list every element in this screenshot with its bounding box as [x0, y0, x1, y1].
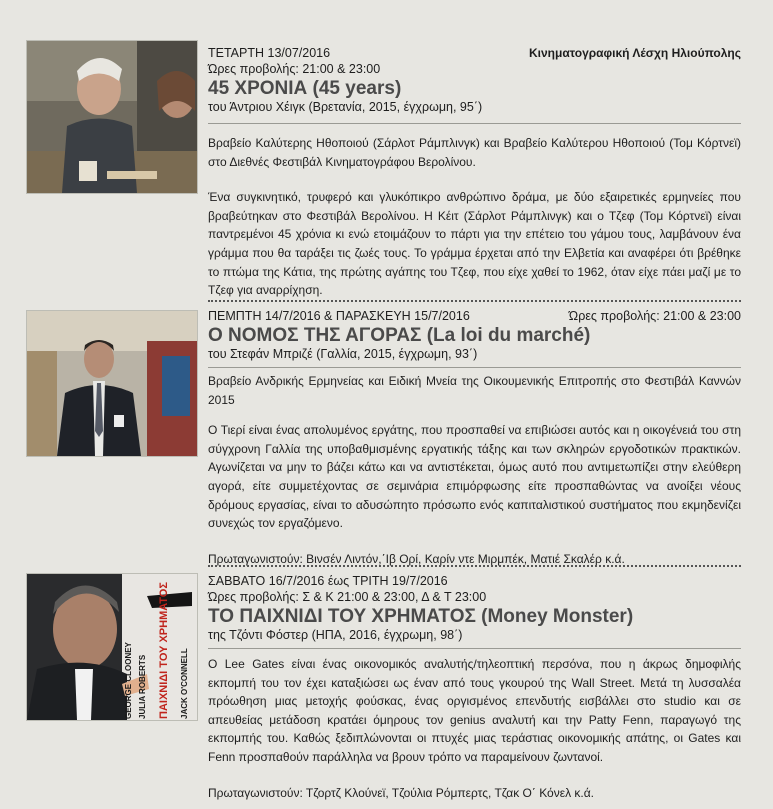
screening-date: ΠΕΜΠΤΗ 14/7/2016 & ΠΑΡΑΣΚΕΥΗ 15/7/2016: [208, 309, 470, 323]
cast-list: Πρωταγωνιστούν: Βινσέν Λιντόν,΄Ιβ Ορί, Καρίν ντε Μιρμπέκ, Ματιέ Σκαλέρ κ.ά.: [208, 551, 625, 566]
divider: [208, 123, 741, 124]
film-credits: του Άντριου Χέιγκ (Βρετανία, 2015, έγχρωμη, 95΄): [208, 100, 483, 114]
film-title: 45 ΧΡΟΝΙΑ (45 years): [208, 78, 402, 99]
film-poster-money-monster: [26, 573, 198, 721]
synopsis-text: Ο Τιερί είναι ένας απολυμένος εργάτης, που προσπαθεί να επιβιώσει αυτός και η οικογένειά του στη σύγχρονη Γαλλία της υποβαθμισμένης εργατικής τάξης και των σκληρών εργοδοτικών πρακτικών. Αγωνίζεται να μην το βάζει κάτω και να αντιστέκεται, όμως αυτό που αντιμετωπίζει στην ελεύθερη αγορά, είτε συμμετέχοντας σε σεμινάρια επιμόρφωσης είτε προσπαθώντας να ανοίξει νέους δρόμους εργασίας, είναι το αδυσώπητο πρόσωπο ενός καπιταλιστικού συστήματος που εκμηδενίζει συνεχώς τον εργαζόμενο.: [208, 423, 741, 531]
dotted-separator: [208, 565, 741, 567]
poster-credit-text: JULIA ROBERTS: [138, 654, 147, 719]
synopsis-text: Ένα συγκινητικό, τρυφερό και γλυκόπικρο ανθρώπινο δράμα, με δύο εξαιρετικές ερμηνείες που βραβεύτηκαν στο Φεστιβάλ Βερολίνου. Η Κέιτ (Σάρλοτ Ράμπλινγκ) και ο Τζεφ (Τομ Κόρτνεϊ) είναι παντρεμένοι 45 χρόνια κι ενώ ετοιμάζουν το πάρτι για την επέτειο του γάμου τους, λαμβάνουν ένα γράμμα που θα ταράξει τις ζωές τους. Το γράμμα έρχεται από την Ελβετία και αναφέρει ότι βρέθηκε το πτώμα της Κάτια, της πρώτης αγάπης του Τζεφ, που είχε χαθεί το 1962, όταν είχε πάει μαζί με το Τζεφ για αναρρίχηση.: [208, 190, 741, 298]
awards-text: Βραβείο Καλύτερης Ηθοποιού (Σάρλοτ Ράμπλινγκ) και Βραβείο Καλύτερου Ηθοποιού (Τομ Κόρτνεϊ) στο Διεθνές Φεστιβάλ Κινηματογράφου Βερολίνου.: [208, 136, 741, 169]
divider: [208, 367, 741, 368]
poster-credit-text: JACK O'CONNELL: [180, 648, 189, 719]
divider: [208, 648, 741, 649]
poster-credit-text: GEORGE CLOONEY: [124, 642, 133, 719]
screening-date: ΤΕΤΑΡΤΗ 13/07/2016: [208, 46, 331, 60]
film-still-45-years: [26, 40, 198, 194]
synopsis-text: Ο Lee Gates είναι ένας οικονομικός αναλυτής/τηλεοπτική περσόνα, που η άκρως δημοφιλής εκπομπή του τον έχει καταξιώσει ως έναν από τους γκουρού της Wall Street. Μετά τη λυσσαλέα πρόωθηση μιας μετοχής φούσκας, ένας οργισμένος επενδυτής εισβάλλει στο studio και σε απευθείας μετάδοση κρατάει όμηρους τον genius αναλυτή και την Patty Fenn, παραγωγό της εκπομπής του. Καθώς ξεδιπλώνονται οι πτυχές μιας τεράστιας οικονομικής απάτης, οι Gates και Fenn προσπαθούν παράλληλα να βρουν τρόπο να παραμείνουν ζωντανοί.: [208, 657, 741, 764]
film-title: ΤΟ ΠΑΙΧΝΙΔΙ ΤΟΥ ΧΡΗΜΑΤΟΣ (Money Monster): [208, 606, 634, 627]
dotted-separator: [208, 300, 741, 302]
film-club-name: Κινηματογραφική Λέσχη Ηλιούπολης: [529, 46, 741, 60]
screening-date: ΣΑΒΒΑΤΟ 16/7/2016 έως ΤΡΙΤΗ 19/7/2016: [208, 574, 448, 588]
film-credits: της Τζόντι Φόστερ (ΗΠΑ, 2016, έγχρωμη, 98΄): [208, 628, 463, 642]
poster-title-text: ΠΑΙΧΝΙΔΙ ΤΟΥ ΧΡΗΜΑΤΟΣ: [158, 582, 170, 719]
showtimes: Ώρες προβολής: 21:00 & 23:00: [208, 62, 381, 76]
cast-list: Πρωταγωνιστούν: Τζορτζ Κλούνεϊ, Τζούλια Ρόμπερτς, Τζακ Ο΄ Κόνελ κ.ά.: [208, 785, 595, 800]
film-title: Ο ΝΟΜΟΣ ΤΗΣ ΑΓΟΡΑΣ (La loi du marché): [208, 325, 591, 346]
film-still-la-loi-du-marche: [26, 310, 198, 457]
showtimes: Ώρες προβολής: 21:00 & 23:00: [568, 309, 741, 323]
showtimes: Ώρες προβολής: Σ & Κ 21:00 & 23:00, Δ & Τ 23:00: [208, 590, 487, 604]
awards-text: Βραβείο Ανδρικής Ερμηνείας και Ειδική Μνεία της Οικουμενικής Επιτροπής στο Φεστιβάλ Καννών 2015: [208, 374, 741, 407]
film-credits: του Στεφάν Μπριζέ (Γαλλία, 2015, έγχρωμη, 93΄): [208, 347, 478, 361]
